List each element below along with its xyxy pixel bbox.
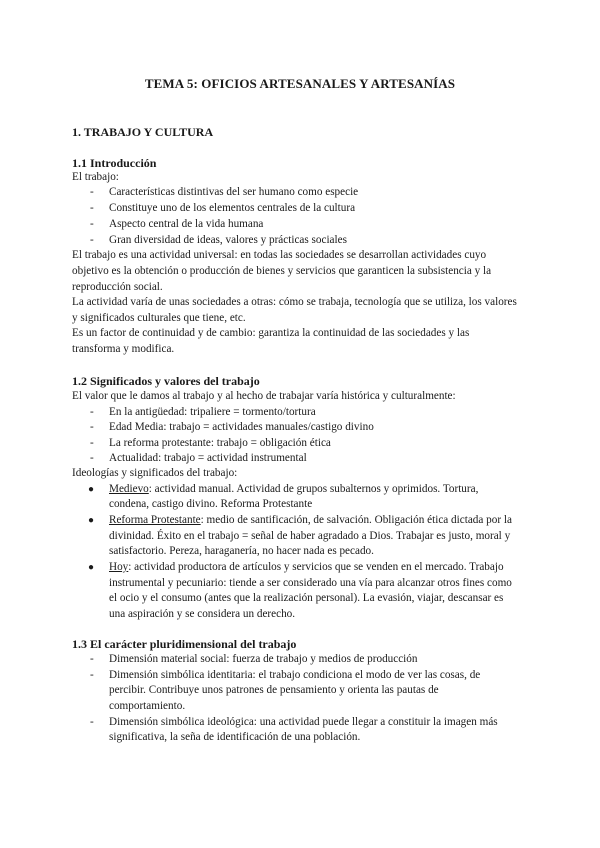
list-dash: -	[90, 653, 94, 665]
document-title: TEMA 5: OFICIOS ARTESANALES Y ARTESANÍAS	[144, 76, 456, 91]
list-item-continuation: significativa, la seña de identificación de una población.	[109, 731, 361, 743]
list-dash: -	[90, 669, 94, 681]
bullet-continuation: condena, castigo divino. Reforma Protestante	[109, 498, 313, 510]
ideologies-intro: Ideologías y significados del trabajo:	[72, 467, 238, 479]
list-dash: -	[90, 186, 94, 198]
bullet-item-reforma	[109, 514, 512, 526]
list-item: En la antigüedad: tripaliere = tormento/tortura	[109, 406, 316, 418]
list-item: La reforma protestante: trabajo = obligación ética	[109, 437, 331, 449]
paragraph-line: La actividad varía de unas sociedades a otras: cómo se trabaja, tecnología que se utiliza, los valores	[72, 296, 517, 308]
list-dash: -	[90, 452, 94, 464]
list-item-continuation: comportamiento.	[109, 700, 186, 712]
bullet-text: : actividad manual. Actividad de grupos subalternos y oprimidos. Tortura,	[148, 483, 479, 495]
list-dash: -	[90, 202, 94, 214]
list-item: Características distintivas del ser humano como especie	[109, 186, 359, 198]
list-dash: -	[90, 437, 94, 449]
subsection-heading-significados: 1.2 Significados y valores del trabajo	[72, 374, 260, 388]
paragraph-line: objetivo es la obtención o producción de bienes y servicios que garanticen la subsistencia y la	[72, 265, 492, 277]
bullet: ●	[88, 484, 95, 495]
bullet-item-medievo	[109, 483, 478, 495]
list-dash: -	[90, 716, 94, 728]
bullet-term: Medievo	[109, 483, 149, 495]
list-dash: -	[90, 234, 94, 246]
paragraph-line: y significados culturales que tiene, etc.	[72, 312, 246, 324]
list-item: Constituye uno de los elementos centrales de la cultura	[109, 202, 356, 214]
intro-text: El valor que le damos al trabajo y al hecho de trabajar varía histórica y culturalmente:	[72, 390, 456, 402]
list-item: Edad Media: trabajo = actividades manuales/castigo divino	[109, 421, 374, 433]
list-item: Gran diversidad de ideas, valores y prácticas sociales	[109, 234, 347, 246]
bullet-text: : actividad productora de artículos y servicios que se venden en el mercado. Trabajo	[128, 561, 504, 573]
bullet-continuation: el ocio y el consumo (antes que la realización personal). La evasión, viajar, descansar es	[109, 592, 504, 604]
bullet: ●	[88, 515, 95, 526]
bullet-text: : medio de santificación, de salvación. Obligación ética dictada por la	[200, 514, 512, 526]
list-item: Dimensión simbólica identitaria: el trabajo condiciona el modo de ver las cosas, de	[109, 669, 481, 681]
intro-text: El trabajo:	[72, 171, 119, 183]
list-item-continuation: percibir. Contribuye unos patrones de pensamiento y orienta las pautas de	[109, 684, 439, 696]
bullet-continuation: una aspiración y se considera un derecho.	[109, 608, 296, 620]
bullet-continuation: divinidad. Éxito en el trabajo = señal de haber agradado a Dios. Trabajar es justo, moral y	[109, 530, 511, 542]
subsection-heading-introduccion: 1.1 Introducción	[72, 156, 157, 170]
bullet: ●	[88, 562, 95, 573]
bullet-term: Hoy	[109, 561, 129, 573]
paragraph-line: Es un factor de continuidad y de cambio: garantiza la continuidad de las sociedades y las	[72, 327, 470, 339]
paragraph-line: reproducción social.	[72, 281, 163, 293]
section-heading-trabajo-y-cultura: 1. TRABAJO Y CULTURA	[72, 125, 214, 139]
list-dash: -	[90, 406, 94, 418]
bullet-continuation: instrumental y pecuniario: tiende a ser considerado una vía para alcanzar otros fines como	[109, 577, 512, 589]
paragraph-line: transforma y modifica.	[72, 343, 175, 355]
bullet-item-hoy	[109, 561, 504, 573]
bullet-continuation: satisfactorio. Pereza, haraganería, no hacer nada es pecado.	[109, 545, 374, 557]
subsection-heading-pluridimensional: 1.3 El carácter pluridimensional del trabajo	[72, 637, 297, 651]
list-item: Aspecto central de la vida humana	[109, 218, 264, 230]
paragraph-line: El trabajo es una actividad universal: en todas las sociedades se desarrollan actividades cuyo	[72, 249, 487, 261]
bullet-term: Reforma Protestante	[109, 514, 201, 526]
list-item: Actualidad: trabajo = actividad instrumental	[109, 452, 307, 464]
list-item: Dimensión material social: fuerza de trabajo y medios de producción	[109, 653, 418, 665]
list-item: Dimensión simbólica ideológica: una actividad puede llegar a constituir la imagen más	[109, 716, 498, 728]
list-dash: -	[90, 218, 94, 230]
list-dash: -	[90, 421, 94, 433]
